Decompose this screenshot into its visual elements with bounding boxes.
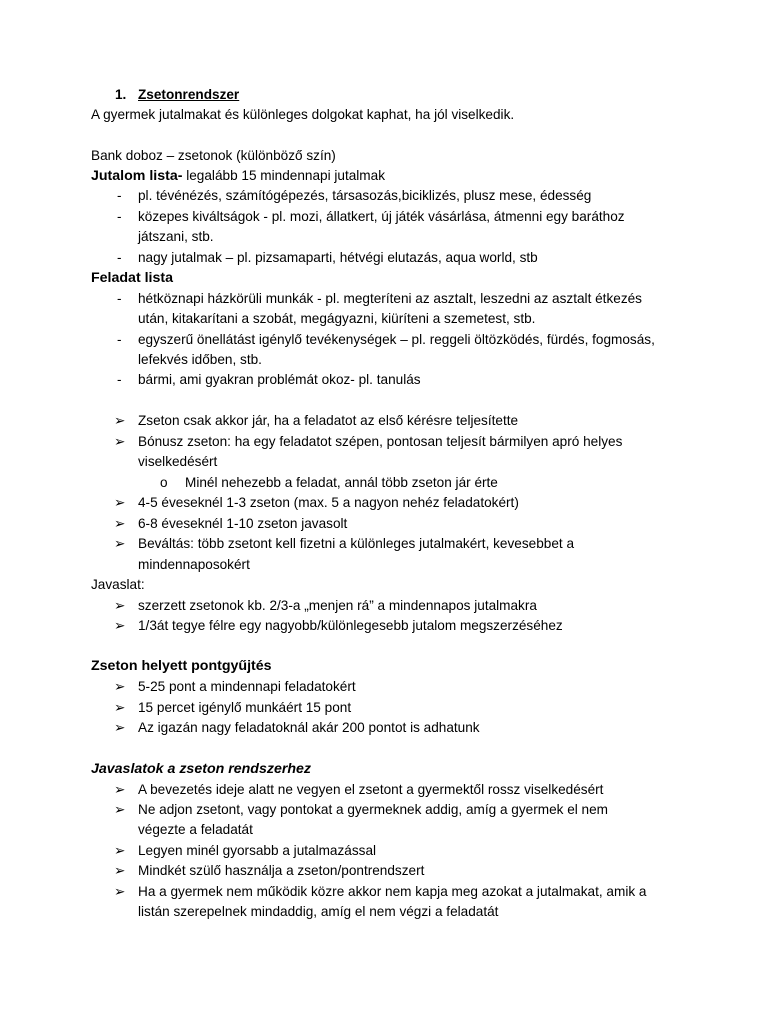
reward-list-title: Jutalom lista- xyxy=(91,168,183,184)
arrow-bullet-icon: ➢ xyxy=(114,679,126,694)
arrow-bullet-icon: ➢ xyxy=(114,413,126,428)
dash-bullet: - xyxy=(117,188,122,203)
dash-bullet: - xyxy=(117,209,122,224)
list-item: 6-8 éveseknél 1-10 zseton javasolt xyxy=(138,516,348,531)
arrow-bullet-icon: ➢ xyxy=(114,802,126,817)
dash-bullet: - xyxy=(117,250,122,265)
heading-title: Zsetonrendszer xyxy=(138,87,240,102)
dash-bullet: - xyxy=(117,372,122,387)
list-item: Az igazán nagy feladatoknál akár 200 pontot is adhatunk xyxy=(138,720,480,735)
list-item: lefekvés időben, stb. xyxy=(138,352,262,367)
arrow-bullet-icon: ➢ xyxy=(114,536,126,551)
reward-list-subtitle: legalább 15 mindennapi jutalmak xyxy=(182,168,385,183)
arrow-bullet-icon: ➢ xyxy=(114,434,126,449)
list-item: egyszerű önellátást igénylő tevékenységek – pl. reggeli öltözködés, fürdés, fogmosás, xyxy=(138,332,655,347)
arrow-bullet-icon: ➢ xyxy=(114,700,126,715)
list-item: Beváltás: több zsetont kell fizetni a különleges jutalmakért, kevesebbet a xyxy=(138,536,575,551)
list-item: játszani, stb. xyxy=(138,229,214,244)
list-item: végezte a feladatát xyxy=(138,822,253,837)
bank-box-text: Bank doboz – zsetonok (különböző szín) xyxy=(91,148,336,163)
reward-list-heading xyxy=(91,166,385,186)
list-item: bármi, ami gyakran problémát okoz- pl. tanulás xyxy=(138,372,421,387)
arrow-bullet-icon: ➢ xyxy=(114,884,126,899)
list-item: nagy jutalmak – pl. pizsamaparti, hétvégi elutazás, aqua world, stb xyxy=(138,250,538,265)
list-item: mindennaposokért xyxy=(138,557,250,572)
arrow-bullet-icon: ➢ xyxy=(114,720,126,735)
arrow-bullet-icon: ➢ xyxy=(114,782,126,797)
intro-text: A gyermek jutalmakat és különleges dolgokat kaphat, ha jól viselkedik. xyxy=(91,107,515,122)
dash-bullet: - xyxy=(117,332,122,347)
list-item: szerzett zsetonok kb. 2/3-a „menjen rá” a mindennapos jutalmakra xyxy=(138,598,537,613)
list-item: 1/3át tegye félre egy nagyobb/különlegesebb jutalom megszerzéséhez xyxy=(138,618,563,633)
list-item: Ne adjon zsetont, vagy pontokat a gyermeknek addig, amíg a gyermek el nem xyxy=(138,802,608,817)
arrow-bullet-icon: ➢ xyxy=(114,598,126,613)
list-item: 5-25 pont a mindennapi feladatokért xyxy=(138,679,356,694)
heading-number: 1. xyxy=(115,87,127,102)
list-item: hétköznapi házkörüli munkák - pl. megteríteni az asztalt, leszedni az asztalt étkezés xyxy=(138,291,642,306)
list-item: Zseton csak akkor jár, ha a feladatot az első kérésre teljesítette xyxy=(138,413,519,428)
list-item: Mindkét szülő használja a zseton/pontrendszert xyxy=(138,863,425,878)
arrow-bullet-icon: ➢ xyxy=(114,495,126,510)
list-item: pl. tévénézés, számítógépezés, társasozás,biciklizés, plusz mese, édesség xyxy=(138,188,592,203)
suggestion-label: Javaslat: xyxy=(91,577,145,592)
list-item: közepes kiváltságok - pl. mozi, állatkert, új játék vásárlása, átmenni egy baráthoz xyxy=(138,209,625,224)
circle-bullet-icon: o xyxy=(160,475,168,490)
list-item: után, kitakarítani a szobát, megágyazni, kiüríteni a szemetest, stb. xyxy=(138,311,536,326)
points-title: Zseton helyett pontgyűjtés xyxy=(91,658,272,674)
list-item: Legyen minél gyorsabb a jutalmazással xyxy=(138,843,377,858)
list-item: 15 percet igénylő munkáért 15 pont xyxy=(138,700,352,715)
list-item: 4-5 éveseknél 1-3 zseton (max. 5 a nagyon nehéz feladatokért) xyxy=(138,495,519,510)
advice-title: Javaslatok a zseton rendszerhez xyxy=(91,761,312,777)
list-item: listán szerepelnek mindaddig, amíg el nem végzi a feladatát xyxy=(138,904,499,919)
arrow-bullet-icon: ➢ xyxy=(114,863,126,878)
dash-bullet: - xyxy=(117,291,122,306)
list-item: A bevezetés ideje alatt ne vegyen el zsetont a gyermektől rossz viselkedésért xyxy=(138,782,604,797)
arrow-bullet-icon: ➢ xyxy=(114,618,126,633)
arrow-bullet-icon: ➢ xyxy=(114,843,126,858)
task-list-title: Feladat lista xyxy=(91,270,174,286)
list-item: Ha a gyermek nem működik közre akkor nem kapja meg azokat a jutalmakat, amik a xyxy=(138,884,647,899)
list-item: viselkedésért xyxy=(138,454,218,469)
arrow-bullet-icon: ➢ xyxy=(114,516,126,531)
list-item: Minél nehezebb a feladat, annál több zseton jár érte xyxy=(185,475,498,490)
list-item: Bónusz zseton: ha egy feladatot szépen, pontosan teljesít bármilyen apró helyes xyxy=(138,434,623,449)
